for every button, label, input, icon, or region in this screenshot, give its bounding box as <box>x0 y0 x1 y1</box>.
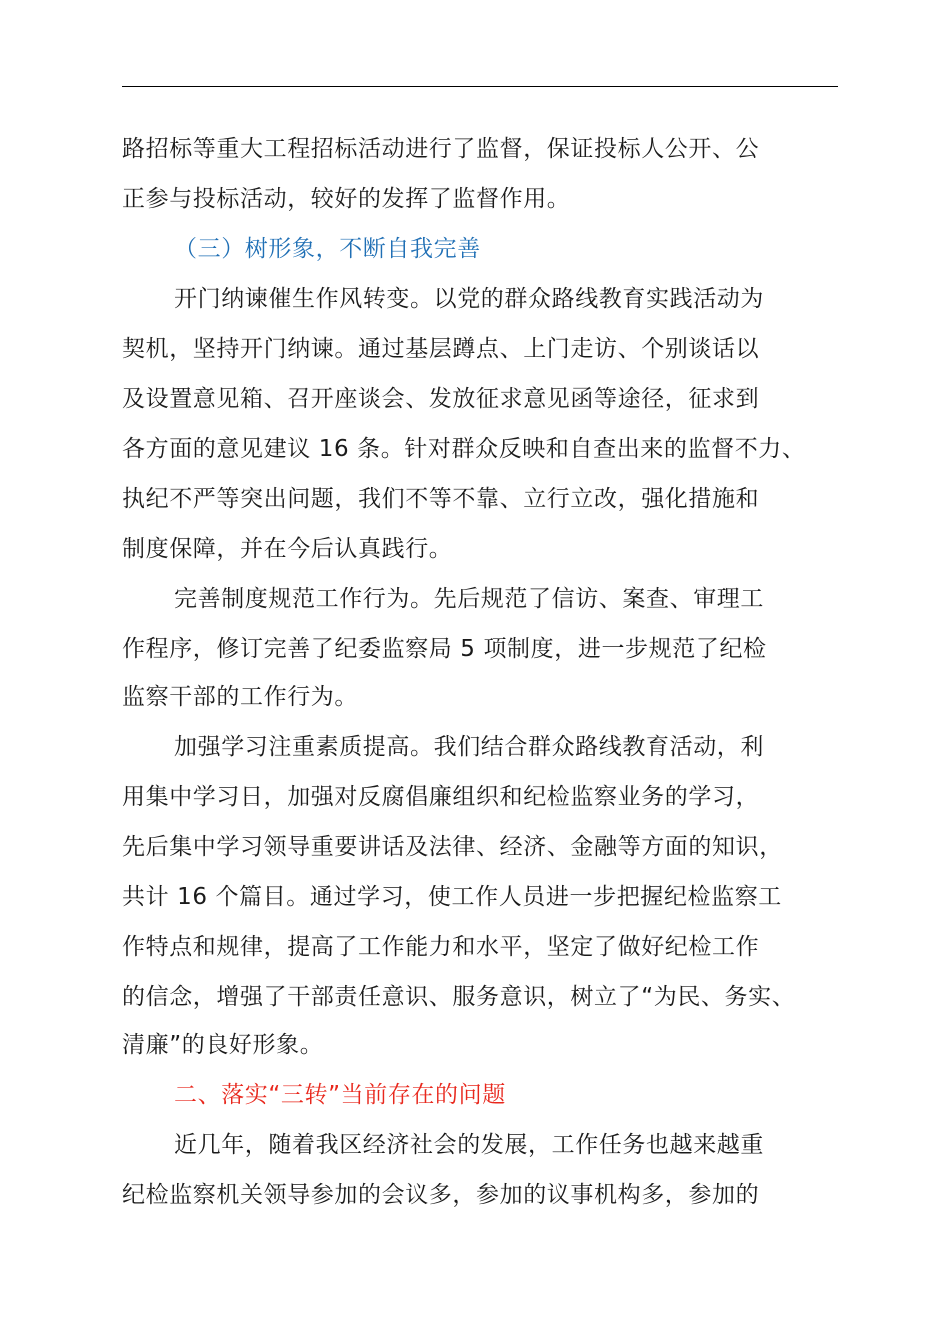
paragraph-line: 的信念，增强了干部责任意识、服务意识，树立了“为民、务实、 <box>122 984 796 1010</box>
paragraph-line: 各方面的意见建议 16 条。针对群众反映和自查出来的监督不力、 <box>122 436 806 462</box>
paragraph-line: 契机，坚持开门纳谏。通过基层蹲点、上门走访、个别谈话以 <box>122 336 760 362</box>
paragraph-line: 开门纳谏催生作风转变。以党的群众路线教育实践活动为 <box>174 286 764 312</box>
section-heading: 二、落实“三转”当前存在的问题 <box>174 1082 506 1108</box>
paragraph-line: 纪检监察机关领导参加的会议多，参加的议事机构多，参加的 <box>122 1182 760 1208</box>
paragraph-line: 及设置意见箱、召开座谈会、发放征求意见函等途径，征求到 <box>122 386 760 412</box>
paragraph-line: 近几年，随着我区经济社会的发展，工作任务也越来越重 <box>174 1132 764 1158</box>
paragraph-line: 路招标等重大工程招标活动进行了监督，保证投标人公开、公 <box>122 136 760 162</box>
header-rule <box>122 86 838 87</box>
section-heading: （三）树形象，不断自我完善 <box>174 236 481 262</box>
paragraph-line: 执纪不严等突出问题，我们不等不靠、立行立改，强化措施和 <box>122 486 760 512</box>
paragraph-line: 完善制度规范工作行为。先后规范了信访、案查、审理工 <box>174 586 764 612</box>
paragraph-line: 共计 16 个篇目。通过学习，使工作人员进一步把握纪检监察工 <box>122 884 782 910</box>
paragraph-line: 作程序，修订完善了纪委监察局 5 项制度，进一步规范了纪检 <box>122 636 767 662</box>
paragraph-line: 监察干部的工作行为。 <box>122 684 358 710</box>
paragraph-line: 作特点和规律，提高了工作能力和水平，坚定了做好纪检工作 <box>122 934 760 960</box>
paragraph-line: 先后集中学习领导重要讲话及法律、经济、金融等方面的知识， <box>122 834 783 860</box>
paragraph-line: 清廉”的良好形象。 <box>122 1032 324 1058</box>
paragraph-line: 加强学习注重素质提高。我们结合群众路线教育活动，利 <box>174 734 764 760</box>
paragraph-line: 用集中学习日，加强对反腐倡廉组织和纪检监察业务的学习， <box>122 784 760 810</box>
paragraph-line: 制度保障，并在今后认真践行。 <box>122 536 453 562</box>
paragraph-line: 正参与投标活动，较好的发挥了监督作用。 <box>122 186 571 212</box>
